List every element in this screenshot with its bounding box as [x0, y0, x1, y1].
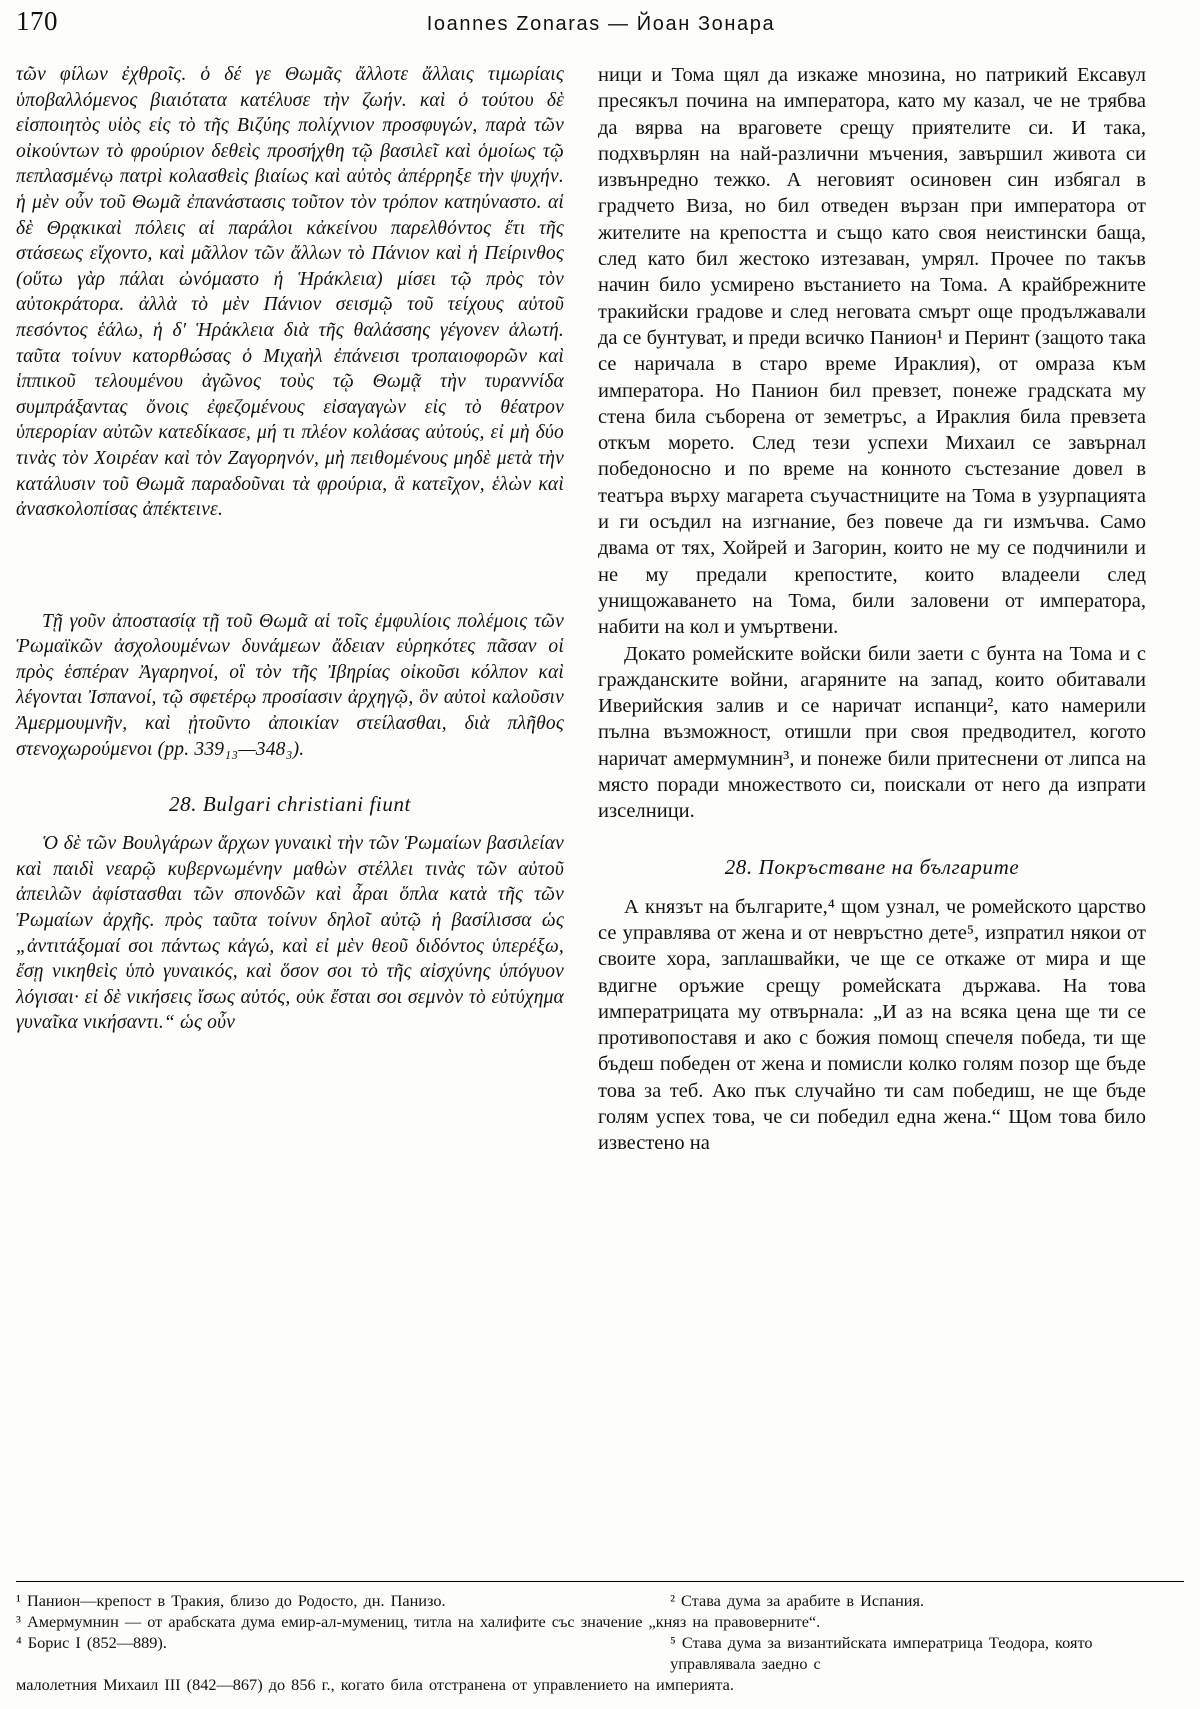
footnote-2: ² Става дума за арабите в Испания.: [670, 1591, 925, 1610]
bg-paragraph-3: А князът на българите,⁴ щом узнал, че ромейското царство се управлява от жена и от невръстно дете⁵, изпратил някои от своите хора, заплашвайки, че ще се откаже от мира и ще вдигне оръжие срещу ромейската държава. На това императрицата му отвърнала: „И аз на всяка цена ще ти се противопоставя и ако с божия помощ спечеля победа, ти ще бъдеш победен от жена и помисли колко голям позор ще бъде това за теб. Ако пък случайно ти сам победиш, не ще бъде голям успех това, че си победил една жена.“ Щом това било известено на: [598, 895, 1146, 1155]
footnote-row-2: [16, 1632, 1184, 1674]
page-header: [16, 6, 1184, 40]
greek-paragraph-3: Ὁ δὲ τῶν Βουλγάρων ἄρχων γυναικὶ τὴν τῶν Ῥωμαίων βασιλείαν καὶ παιδὶ νεαρῷ κυβερνωμένην μαθὼν στέλλει τινὰς τῶν αὐτοῦ ἀπειλῶν ἀφίστασθαι τῶν σπονδῶν καὶ ἆραι ὅπλα κατὰ τῆς τῶν Ῥωμαίων ἀρχῆς. πρὸς ταῦτα τοίνυν δηλοῖ αὐτῷ ἡ βασίλισσα ὡς „ἀντιτάξομαί σοι πάντως κἀγώ, καὶ εἰ μὲν θεοῦ διδόντος ὑπερέξω, ἔσῃ νικηθεὶς ὑπὸ γυναικός, καὶ ὅσον σοι τὸ τῆς αἰσχύνης ὑπόγυον λόγισαι· εἰ δὲ νικήσεις ἴσως αὐτός, οὐκ ἔσται σοι σεμνὸν τὸ εὐτύχημα γυναῖκα νικήσαντι.“ ὡς οὖν: [16, 833, 564, 1034]
greek-paragraph-1: τῶν φίλων ἐχθροῖς. ὁ δέ γε Θωμᾶς ἄλλοτε ἄλλαις τιμωρίαις ὑποβαλλόμενος βιαιότατα κατέλυσε τὴν ζωήν. καὶ ὁ τούτου δὲ εἰσποιητὸς υἱὸς εἰς τὸ τῆς Βιζύης πολίχνιον προσφυγών, παρὰ τῶν οἰκούντων τὸ φρούριον δεθεὶς προσήχθη τῷ βασιλεῖ καὶ ὁμοίως τῷ πεπλασμένῳ πατρὶ κολασθεὶς βιαίως καὶ αὐτὸς ἀπέρρηξε τὴν ψυχήν. ἡ μὲν οὖν τοῦ Θωμᾶ ἐπανάστασις τοῦτον τὸν τρόπον κατηύναστο. αἱ δὲ Θρᾳκικαὶ πόλεις αἱ παράλοι κἀκείνου παρελθόντος ἔτι τῆς στάσεως εἴχοντο, καὶ μᾶλλον τῶν ἄλλων τὸ Πάνιον καὶ ἡ Πείρινθος (οὕτω γὰρ πάλαι ὠνόμαστο ἡ Ἡράκλεια) μίσει τῷ πρὸς τὸν αὐτοκράτορα. ἀλλὰ τὸ μὲν Πάνιον σεισμῷ τοῦ τείχους αὐτοῦ πεσόντος ἑάλω, ἡ δ' Ἡράκλεια διὰ τῆς θαλάσσης γέγονεν ἁλωτή. ταῦτα τοίνυν κατορθώσας ὁ Μιχαὴλ ἐπάνεισι τροπαιοφορῶν καὶ ἱππικοῦ τελουμένου ἀγῶνος τοὺς τῷ Θωμᾷ τὴν τυραννίδα συμπράξαντας ὄνοις ἐφεζομένους εἰσαγαγὼν εἰς τὸ θέατρον ὑπερορίαν αὐτῶν κατεδίκασε, μή τι πλέον κολάσας αὐτούς, εἰ μὴ δύο τινὰς τὸν Χοιρέαν καὶ τὸν Ζαγορηνόν, μὴ πειθομένους μηδὲ μετὰ τὴν κατάλυσιν τοῦ Θωμᾶ παραδοῦναι τὰ φρούρια, ἃ κατεῖχον, ἑλὼν καὶ ἀνασκολοπίσας ἀπέκτεινε.: [16, 64, 564, 521]
greek-text-block-2: [16, 609, 564, 763]
running-title: Ioannes Zonaras — Йоан Зонара: [426, 13, 776, 35]
footnotes-area: [16, 1581, 1184, 1695]
left-column-greek: [16, 62, 568, 1559]
footnote-5: ⁵ Става дума за византийската императрица Теодора, която управлявала заедно с: [670, 1633, 1093, 1673]
footnote-row-1: [16, 1590, 1184, 1611]
footnote-3: ³ Амермумнин — от арабската дума емир-ал-мумениц, титла на халифите със значение „княз на правоверните“.: [16, 1612, 821, 1631]
right-column-bulgarian: [594, 62, 1146, 1559]
bulgarian-text-block: [598, 62, 1146, 825]
section-heading-latin: 28. Bulgari christiani fiunt: [169, 792, 411, 817]
footnote-4: ⁴ Борис I (852—889).: [16, 1633, 167, 1652]
column-spacer: [16, 523, 564, 609]
greek-paragraph-2: Τῇ γοῦν ἀποστασίᾳ τῇ τοῦ Θωμᾶ αἱ τοῖς ἐμφυλίοις πολέμοις τῶν Ῥωμαϊκῶν ἀσχολουμένων δυνάμεων ἄδειαν εὑρηκότες πᾶσαν οἱ πρὸς ἑσπέραν Ἀγαρηνοί, οἳ τὸν τῆς Ἰβηρίας οἰκοῦσι κόλπον καὶ λέγονται Ἰσπανοί, τῷ σφετέρῳ προσίασιν ἀρχηγῷ, ὃν αὐτοὶ καλοῦσιν Ἀμερμουμνῆν, καὶ ᾐτοῦντο ἀποικίαν στείλασθαι, διὰ πλῆθος στενοχωρούμενοι (pp. 339₁₃—348₃).: [16, 610, 564, 760]
two-column-body: [16, 62, 1184, 1559]
bg-paragraph-1: ници и Тома щял да изкаже мнозина, но патрикий Ексавул пресякъл почина на императора, като му казал, че не трябва да вярва на враговете срещу приятелите си. И така, подхвърлян на най-различни мъчения, завършил живота си извънредно тежко. А неговият осиновен син избягал в градчето Виза, но бил отведен вързан при императора от жителите на крепостта и също като своя неистински баща, след като бил жестоко изтезаван, умрял. Прочее по такъв начин било усмирено въстанието на Тома. А крайбрежните тракийски градове и след неговата смърт още продължавали да се бунтуват, и преди всичко Панион¹ и Перинт (защото така се наричала в старо време Ираклия), от омраза към императора. Но Панион бил превзет, понеже градската му стена била съборена от земетръс, а Ираклия била превзета откъм морето. След тези успехи Михаил се завърнал победоносно и по време на конното състезание довел в театъра върху магарета съучастниците на Тома в узурпацията и ги осъдил на изгнание, без повече да ги измъчва. Само двама от тях, Хойрей и Загорин, които не му се подчинили и не му предали крепостите, които владеели след унищожаването на Тома, били заловени от императора, набити на кол и умъртвени.: [598, 64, 1146, 639]
footnote-divider: [16, 1581, 1184, 1582]
greek-text-block-3: [16, 831, 564, 1036]
section-heading-bulgarian: 28. Покръстване на българите: [724, 854, 1020, 879]
page-number: 170: [16, 6, 58, 36]
greek-text-block: [16, 62, 564, 523]
footnote-1: ¹ Панион—крепост в Тракия, близо до Родосто, дн. Панизо.: [16, 1591, 446, 1610]
bulgarian-text-block-2: [598, 894, 1146, 1157]
bg-paragraph-2: Докато ромейските войски били заети с бунта на Тома и с гражданските войни, агаряните на запад, които обитавали Иверийския залив и се наричат испанци², като намерили пълна възможност, отишли при своя предводител, когото наричат амермумнин³, и понеже били притеснени от липса на място поради множеството си, поискали от него да изпрати изселници.: [598, 642, 1146, 823]
footnote-5-continuation: малолетния Михаил III (842—867) до 856 г., когато била отстранена от управлението на империята.: [16, 1675, 734, 1694]
